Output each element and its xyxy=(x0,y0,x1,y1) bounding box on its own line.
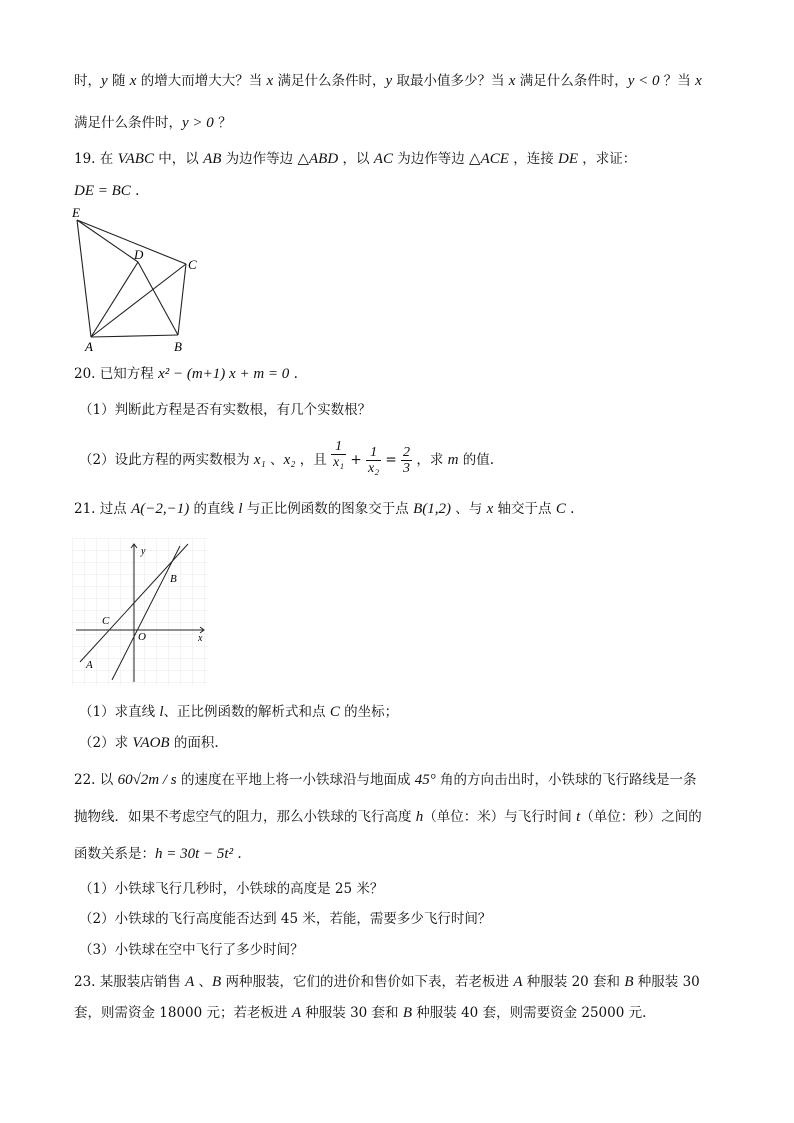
var-x2: x₂ xyxy=(283,452,296,468)
text: 、 xyxy=(265,452,284,468)
label-c: C xyxy=(188,257,197,272)
point-b: B(1,2) xyxy=(413,501,451,517)
question-19-stem xyxy=(74,150,636,168)
question-22-line-1 xyxy=(74,771,697,789)
denominator: x₁ xyxy=(333,455,345,470)
question-20-part-2 xyxy=(79,439,495,476)
var-h: h xyxy=(415,809,424,825)
var-y: y xyxy=(385,73,393,89)
text: 的值. xyxy=(458,452,495,468)
q18-continuation-line-2 xyxy=(74,114,232,132)
text: （单位：米）与飞行时间 xyxy=(423,809,577,825)
point-c: C xyxy=(329,704,340,720)
var-t: t xyxy=(576,809,581,825)
var-a: A xyxy=(513,974,523,990)
question-21-stem xyxy=(74,500,574,518)
label-y-axis: y xyxy=(141,546,146,557)
text: 函数关系是： xyxy=(74,846,155,862)
question-number: 22. xyxy=(74,772,96,788)
numerator: 1 xyxy=(331,439,346,455)
label-c: C xyxy=(102,615,110,627)
text: 满足什么条件时， xyxy=(273,73,386,89)
question-23-line-1 xyxy=(74,973,700,991)
line-l: l xyxy=(159,704,164,720)
condition-y-negative: y < 0 xyxy=(627,73,660,89)
text: 满足什么条件时， xyxy=(515,73,628,89)
triangle-abc: VABC xyxy=(117,151,154,167)
text: 为边作等边 xyxy=(221,151,298,167)
denominator: x₂ xyxy=(368,461,380,476)
point-c: C xyxy=(555,501,566,517)
text: 中，以 xyxy=(153,151,204,167)
var-y: y xyxy=(101,73,108,89)
label-origin: O xyxy=(138,631,146,643)
text: 轴交于点 xyxy=(493,501,556,517)
question-20-stem xyxy=(74,365,298,383)
text: 种服装 20 套和 xyxy=(522,974,625,990)
question-number: 19. xyxy=(74,151,96,167)
text: + xyxy=(346,452,367,468)
text: 种服装 30 套和 xyxy=(301,1005,403,1021)
segment-ab: AB xyxy=(203,151,222,167)
text: 与正比例函数的图象交于点 xyxy=(242,501,414,517)
question-21-part-2 xyxy=(79,734,219,752)
q18-continuation-line-1 xyxy=(74,72,702,90)
q19-figure xyxy=(66,203,206,355)
text: 以 xyxy=(95,772,118,788)
var-x: x xyxy=(508,73,516,89)
var-x1: x₁ xyxy=(253,452,266,468)
label-b: B xyxy=(174,339,182,354)
var-x: x xyxy=(695,73,702,89)
var-a: A xyxy=(291,1005,301,1021)
label-d: D xyxy=(134,247,144,262)
label-e: E xyxy=(72,205,80,220)
text: 、 xyxy=(194,974,213,990)
question-22-part-1: （1）小铁球飞行几秒时，小铁球的高度是 25 米？ xyxy=(79,881,384,897)
numerator: 1 xyxy=(366,445,381,461)
var-a: A xyxy=(185,974,195,990)
var-b: B xyxy=(402,1005,413,1021)
question-21-part-1 xyxy=(79,703,398,721)
point-a: A(−2,−1) xyxy=(131,501,190,517)
text: 过点 xyxy=(95,501,132,517)
line-l: l xyxy=(238,501,243,517)
triangle-ace: △ACE xyxy=(469,151,509,167)
text: 两种服装，它们的进价和售价如下表，若老板进 xyxy=(221,974,514,990)
text: 的面积. xyxy=(169,735,219,751)
equation: x² − (m+1) x + m = 0 xyxy=(158,366,290,382)
text: 、与 xyxy=(451,501,487,517)
proof-statement: DE = BC xyxy=(74,183,131,199)
segment-db xyxy=(138,262,178,335)
text: 为边作等边 xyxy=(392,151,470,167)
text: . xyxy=(233,846,242,862)
text: （2）求 xyxy=(79,735,133,751)
text: 在 xyxy=(95,151,118,167)
text: 套，则需资金 18000 元；若老板进 xyxy=(74,1005,292,1021)
label-x-axis: x xyxy=(198,633,203,644)
fraction-1-over-x2 xyxy=(366,445,381,476)
text: . xyxy=(565,501,575,517)
text: 已知方程 xyxy=(95,366,159,382)
text: 种服装 40 套，则需要资金 25000 元. xyxy=(412,1005,647,1021)
text: ，且 xyxy=(295,452,332,468)
segment-ac xyxy=(91,264,186,337)
var-x: x xyxy=(486,501,494,517)
question-22-line-3 xyxy=(74,845,242,863)
text: 取最小值多少？当 xyxy=(392,73,509,89)
text: = xyxy=(381,452,402,468)
fraction-1-over-x1 xyxy=(331,439,346,470)
launch-angle: 45° xyxy=(414,772,436,788)
text: ，求 xyxy=(412,452,448,468)
text: . xyxy=(130,183,140,199)
triangle-abd: △ABD xyxy=(297,151,339,167)
segment-ad xyxy=(91,262,138,337)
segment-de: DE xyxy=(558,151,579,167)
height-formula: h = 30t − 5t² xyxy=(155,846,234,862)
text: 的增大而增大大？当 xyxy=(136,73,267,89)
text: 随 xyxy=(107,73,130,89)
text: 满足什么条件时， xyxy=(74,115,182,131)
var-b: B xyxy=(212,974,222,990)
segment-ac: AC xyxy=(373,151,393,167)
text: 某服装店销售 xyxy=(95,974,186,990)
label-a: A xyxy=(86,659,93,671)
denominator: 3 xyxy=(403,461,411,476)
question-22-part-2: （2）小铁球的飞行高度能否达到 45 米，若能，需要多少飞行时间？ xyxy=(79,911,492,927)
text: ，求证： xyxy=(578,151,637,167)
text: （单位：秒）之间的 xyxy=(580,809,702,825)
segment-cb xyxy=(178,264,186,335)
question-number: 23. xyxy=(74,974,96,990)
text: 抛物线．如果不考虑空气的阻力，那么小铁球的飞行高度 xyxy=(74,809,416,825)
text: 的坐标； xyxy=(339,704,399,720)
condition-y-positive: y > 0 xyxy=(182,115,214,131)
question-number: 21. xyxy=(74,501,96,517)
text: ，连接 xyxy=(508,151,559,167)
var-x: x xyxy=(129,73,137,89)
numerator: 2 xyxy=(403,445,411,460)
text: 种服装 30 xyxy=(633,974,700,990)
text: 角的方向击出时，小铁球的飞行路线是一条 xyxy=(435,772,697,788)
label-b: B xyxy=(170,573,177,585)
text: 时， xyxy=(74,73,101,89)
var-b: B xyxy=(624,974,634,990)
fraction-2-over-3 xyxy=(401,445,412,476)
question-23-line-2 xyxy=(74,1004,646,1022)
label-a: A xyxy=(85,339,93,354)
question-22-line-2 xyxy=(74,808,702,826)
text: 、正比例函数的解析式和点 xyxy=(163,704,330,720)
text: . xyxy=(289,366,298,382)
text: （2）设此方程的两实数根为 xyxy=(79,452,254,468)
segment-ea xyxy=(77,220,91,337)
initial-speed: 60√2m / s xyxy=(117,772,177,788)
var-m: m xyxy=(447,452,459,468)
text: ？ xyxy=(213,115,232,131)
text: ，以 xyxy=(338,151,374,167)
q21-coordinate-figure xyxy=(72,538,208,686)
segment-ab xyxy=(91,335,178,337)
text: （1）求直线 xyxy=(79,704,160,720)
text: ？当 xyxy=(659,73,696,89)
question-number: 20. xyxy=(74,366,96,382)
question-20-part-1: （1）判断此方程是否有实数根，有几个实数根？ xyxy=(79,402,372,418)
question-19-proof-target xyxy=(74,182,139,200)
var-x: x xyxy=(266,73,274,89)
text: 的直线 xyxy=(189,501,239,517)
triangle-aob: VAOB xyxy=(132,735,170,751)
text: 的速度在平地上将一小铁球沿与地面成 xyxy=(176,772,415,788)
question-22-part-3: （3）小铁球在空中飞行了多少时间？ xyxy=(79,942,304,958)
